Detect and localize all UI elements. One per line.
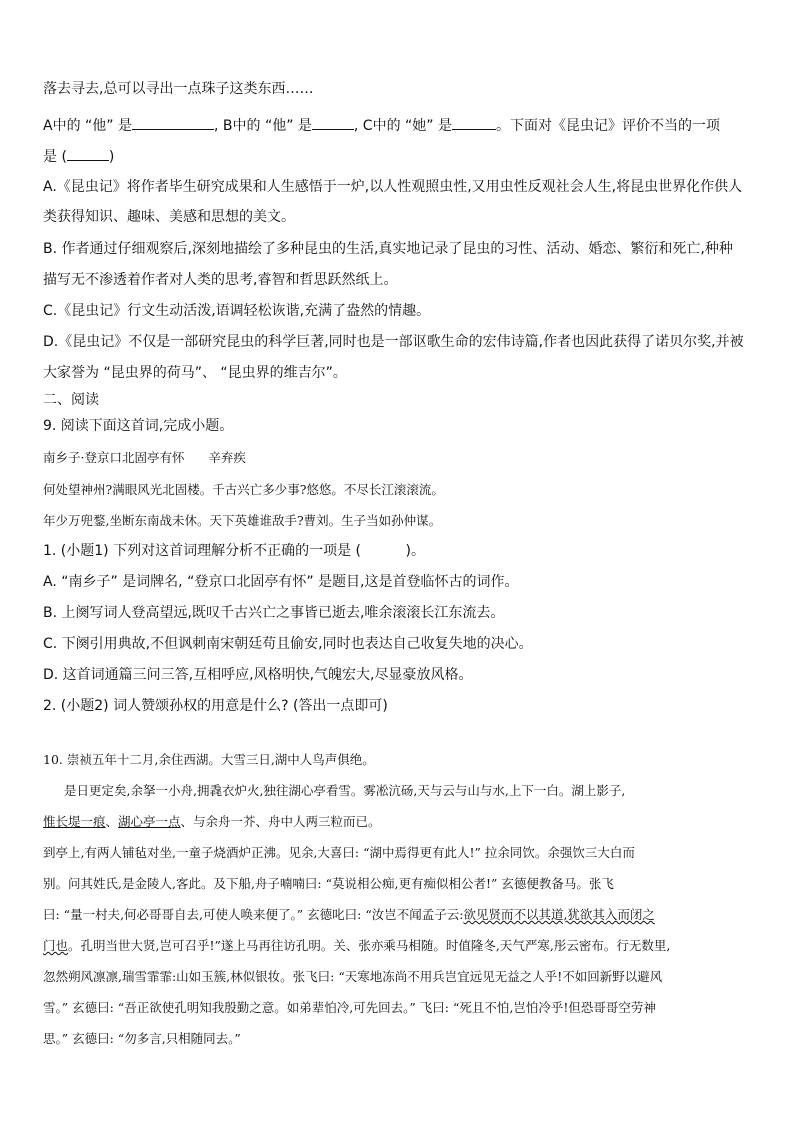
underlined-phrase-2: 湖心亭一点: [118, 814, 181, 829]
option-d-line-1: D.《昆虫记》不仅是一部研究昆虫的科学巨著,同时也是一部讴歌生命的宏伟诗篇,作者也因此获得了诺贝尔奖,并被: [43, 334, 744, 350]
stem-part-c: , C中的 “她” 是: [353, 118, 452, 134]
poem-line-2: 年少万兜鍪,坐断东南战未休。天下英雄谁敌手?曹刘。生子当如孙仲谋。: [43, 513, 442, 528]
passage-10-line-7: [43, 937, 670, 955]
option-a-line-2: 类获得知识、趣味、美感和思想的美文。: [43, 209, 295, 225]
passage-text: 。孔明当世大贤,岂可召乎!”遂上马再往访孔明。关、张亦乘马相随。时值隆冬,天气严寒,彤云密布。行无数里,: [68, 938, 671, 953]
answer-blank-b[interactable]: [312, 116, 354, 130]
passage-10-line-9: 雪。” 玄德曰: “吾正欲使孔明知我殷勤之意。如弟辈怕冷,可先回去。” 飞曰: “死且不怕,岂怕冷乎!但恐哥哥空劳神: [43, 1000, 656, 1015]
choice-close: ): [108, 149, 115, 165]
option-a-line-1: A.《昆虫记》将作者毕生研究成果和人生感悟于一炉,以人性观照虫性,又用虫性反观社会人生,将昆虫世界化作供人: [43, 179, 743, 195]
answer-blank-a[interactable]: [132, 116, 214, 130]
question-8-stem: [43, 116, 720, 135]
stem-part-b: , B中的 “他” 是: [213, 118, 312, 134]
wavy-underlined-quote-end: 门也: [43, 938, 69, 953]
passage-text: 曰: “量一村夫,何必哥哥自去,可使人唤来便了。” 玄德叱曰: “汝岂不闻孟子云:: [43, 907, 464, 922]
section-heading: 二、阅读: [43, 392, 99, 408]
passage-10-line-8: 忽然朔风凛凛,瑞雪霏霏:山如玉簇,林似银妆。张飞曰: “天寒地冻尚不用兵岂宜远见无益之人乎!不如回新野以避风: [43, 969, 663, 984]
subquestion-1-option-b: B. 上阕写词人登高望远,既叹千古兴亡之事皆已逝去,唯余滚滚长江东流去。: [43, 605, 505, 621]
passage-text: 、与余舟一芥、舟中人两三粒而已。: [180, 814, 381, 829]
option-c: C.《昆虫记》行文生动活泼,语调轻松诙谐,充满了盎然的情趣。: [43, 303, 431, 319]
passage-10-line-1: 10. 崇祯五年十二月,余住西湖。大雪三日,湖中人鸟声俱绝。: [43, 752, 375, 767]
question-9-heading: 9. 阅读下面这首词,完成小题。: [43, 418, 234, 434]
wavy-underlined-quote: 欲见贤而不以其道,犹欲其入而闭之: [463, 907, 655, 922]
passage-10-line-2: 是日更定矣,余拏一小舟,拥毳衣炉火,独往湖心亭看雪。雾凇沆砀,天与云与山与水,上下一白。湖上影子,: [64, 783, 626, 798]
underlined-phrase-1: 惟长堤一痕: [43, 814, 106, 829]
subquestion-1-option-c: C. 下阕引用典故,不但讽刺南宋朝廷苟且偷安,同时也表达自己收复失地的决心。: [43, 636, 533, 652]
separator: 、: [105, 814, 119, 829]
passage-10-line-3: [43, 813, 381, 831]
passage-10-line-4: 到亭上,有两人铺毡对坐,一童子烧酒炉正沸。见余,大喜曰: “湖中焉得更有此人!” 拉余同饮。余强饮三大白而: [43, 845, 635, 860]
answer-blank-choice[interactable]: [67, 147, 109, 161]
subquestion-1-option-a: A. “南乡子” 是词牌名, “登京口北固亭有怀” 是题目,这是首登临怀古的词作。: [43, 574, 519, 590]
subquestion-2: 2. (小题2) 词人赞颂孙权的用意是什么? (答出一点即可): [43, 698, 388, 714]
option-b-line-2: 描写无不渗透着作者对人类的思考,睿智和哲思跃然纸上。: [43, 272, 398, 288]
stem-part-a: A中的 “他” 是: [43, 118, 132, 134]
question-8-choice: [43, 147, 114, 166]
option-d-line-2: 大家誉为 “昆虫界的荷马”、 “昆虫界的维吉尔”。: [43, 365, 347, 381]
line-1: 落去寻去,总可以寻出一点珠子这类东西……: [43, 81, 314, 97]
subquestion-1: 1. (小题1) 下列对这首词理解分析不正确的一项是 ( )。: [43, 543, 425, 559]
poem-title: 南乡子·登京口北固亭有怀 辛弃疾: [43, 450, 246, 465]
poem-line-1: 何处望神州?满眼风光北固楼。千古兴亡多少事?悠悠。不尽长江滚滚流。: [43, 482, 444, 497]
passage-10-line-6: [43, 906, 655, 924]
answer-blank-c[interactable]: [452, 116, 496, 130]
stem-part-d: 。下面对《昆虫记》评价不当的一项: [496, 118, 720, 134]
choice-open: 是 (: [43, 149, 67, 165]
passage-10-line-10: 思。” 玄德曰: “勿多言,只相随同去。”: [43, 1031, 241, 1046]
option-b-line-1: B. 作者通过仔细观察后,深刻地描绘了多种昆虫的生活,真实地记录了昆虫的习性、活动、婚恋、繁衍和死亡,种种: [43, 241, 733, 257]
subquestion-1-option-d: D. 这首词通篇三问三答,互相呼应,风格明快,气魄宏大,尽显豪放风格。: [43, 667, 473, 683]
passage-10-line-5: 别。问其姓氏,是金陵人,客此。及下船,舟子喃喃曰: “莫说相公痴,更有痴似相公者!” 玄德便教备马。张飞: [43, 876, 614, 891]
